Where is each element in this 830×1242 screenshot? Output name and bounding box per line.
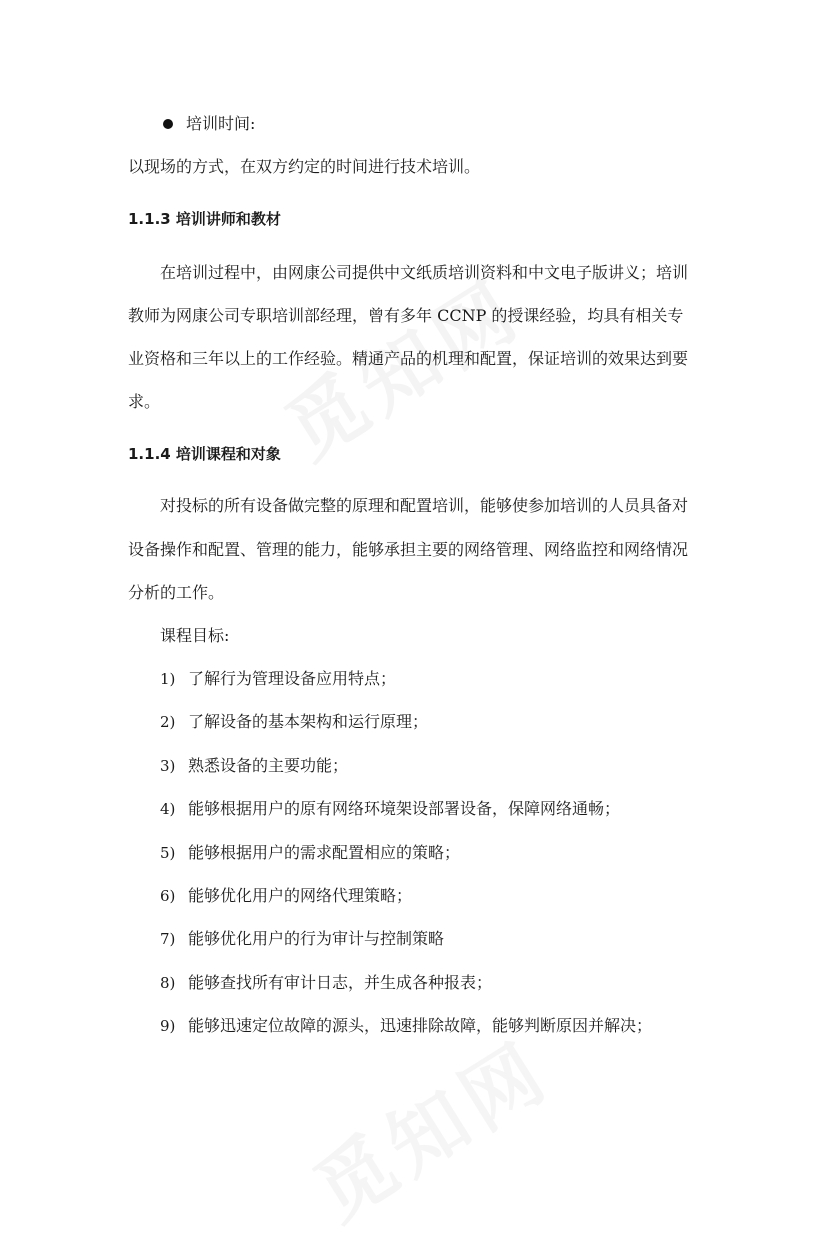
list-item-number: 8) bbox=[160, 974, 176, 992]
bullet-label: 培训时间: bbox=[186, 114, 256, 133]
list-item-number: 4) bbox=[160, 800, 176, 818]
list-item-number: 7) bbox=[160, 930, 176, 948]
paragraph-113-line: 业资格和三年以上的工作经验。精通产品的机理和配置，保证培训的效果达到要 bbox=[128, 349, 689, 368]
section-heading-114: 1.1.4 培训课程和对象 bbox=[128, 445, 281, 463]
watermark bbox=[261, 248, 598, 572]
list-item-text: 了解行为管理设备应用特点； bbox=[188, 669, 397, 688]
list-item-number: 6) bbox=[160, 887, 176, 905]
list-item-number: 5) bbox=[160, 844, 176, 862]
paragraph-114-line: 对投标的所有设备做完整的原理和配置培训，能够使参加培训的人员具备对 bbox=[160, 496, 689, 515]
paragraph-time: 以现场的方式，在双方约定的时间进行技术培训。 bbox=[128, 157, 481, 176]
section-heading-113: 1.1.3 培训讲师和教材 bbox=[128, 210, 281, 228]
list-item-text: 能够根据用户的需求配置相应的策略； bbox=[188, 843, 461, 862]
list-item-text: 能够迅速定位故障的源头，迅速排除故障，能够判断原因并解决； bbox=[188, 1016, 653, 1035]
goals-label: 课程目标: bbox=[160, 626, 230, 645]
paragraph-114-line: 分析的工作。 bbox=[128, 583, 225, 602]
list-item-text: 能够优化用户的网络代理策略； bbox=[188, 886, 413, 905]
list-item-number: 1) bbox=[160, 670, 176, 688]
paragraph-113-line: 教师为网康公司专职培训部经理，曾有多年 CCNP 的授课经验，均具有相关专 bbox=[128, 306, 684, 325]
list-item-number: 3) bbox=[160, 757, 176, 775]
list-item-text: 能够根据用户的原有网络环境架设部署设备，保障网络通畅； bbox=[188, 799, 621, 818]
paragraph-113-line: 在培训过程中，由网康公司提供中文纸质培训资料和中文电子版讲义；培训 bbox=[160, 263, 689, 282]
list-item-text: 能够优化用户的行为审计与控制策略 bbox=[188, 929, 445, 948]
list-item-number: 2) bbox=[160, 713, 176, 731]
bullet-dot-icon bbox=[163, 119, 173, 129]
list-item-text: 了解设备的基本架构和运行原理； bbox=[188, 712, 429, 731]
list-item-text: 能够查找所有审计日志，并生成各种报表； bbox=[188, 973, 493, 992]
list-item-number: 9) bbox=[160, 1017, 176, 1035]
watermark-bottom bbox=[290, 1010, 568, 1242]
paragraph-114-line: 设备操作和配置、管理的能力，能够承担主要的网络管理、网络监控和网络情况 bbox=[128, 540, 689, 559]
list-item-text: 熟悉设备的主要功能； bbox=[188, 756, 349, 775]
paragraph-113-line: 求。 bbox=[128, 392, 161, 411]
